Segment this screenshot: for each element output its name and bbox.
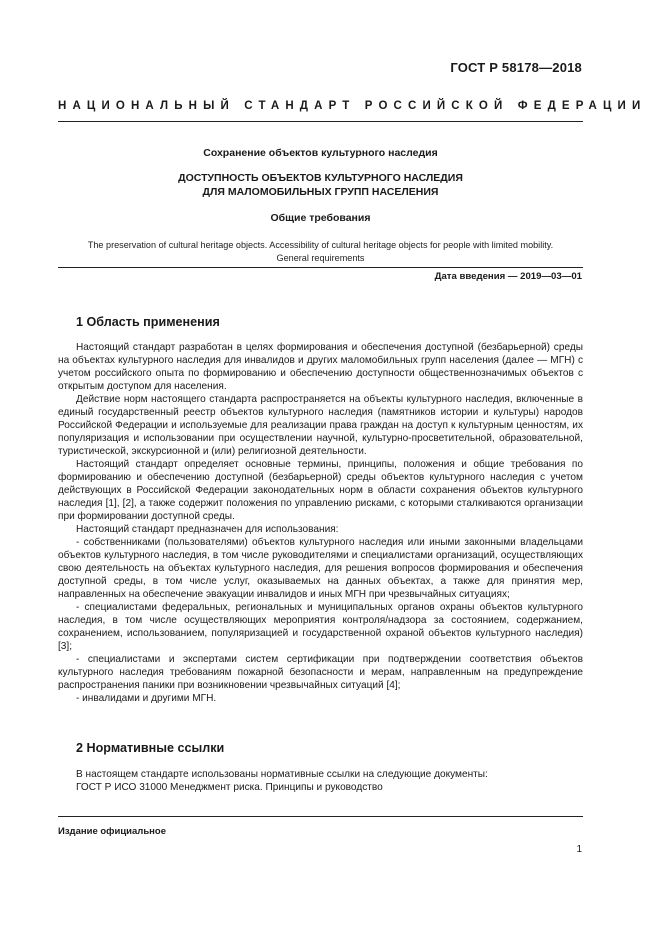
national-standard-banner: НАЦИОНАЛЬНЫЙ СТАНДАРТ РОССИЙСКОЙ ФЕДЕРАЦИИ	[58, 100, 647, 112]
section-2-paragraph: В настоящем стандарте использованы нормативные ссылки на следующие документы:	[76, 769, 488, 780]
official-edition-label: Издание официальное	[58, 826, 166, 837]
section-1-paragraph: Действие норм настоящего стандарта распространяется на объекты культурного наследия, включенные в единый государственный реестр объектов культурного наследия (памятников истории и культуры) народов Российской Федерации и используемые для реализации права граждан на доступ к культурным ценностям, их популяризация и использовании при осуществлении научной, культурно-просветительной, образовательной, туристической, экскурсионной и (или) религиозной деятельности.	[58, 394, 583, 457]
section-1-body	[58, 341, 583, 705]
section-1-list-item: - специалистами и экспертами систем сертификации при подтверждении соответствия объектов культурного наследия требованиям пожарной безопасности и мерам, направленным на предупреждение распространения паники при возникновении чрезвычайных ситуаций [4];	[58, 654, 583, 691]
section-1-paragraph: Настоящий стандарт определяет основные термины, принципы, положения и общие требования по формированию и обеспечению доступной (безбарьерной) среды объектов культурного наследия с учетом действующих в Российской Федерации законодательных норм в области сохранения объектов культурного наследия [1], [2], а также содержит положения по управлению рисками, с которыми сталкиваются организации при формировании доступной среды.	[58, 459, 583, 522]
section-2-body	[58, 768, 583, 794]
title-divider	[58, 267, 583, 268]
section-1-heading: 1 Область применения	[76, 315, 220, 329]
section-1-paragraph: Настоящий стандарт разработан в целях формирования и обеспечения доступной (безбарьерной) среды на объектах культурного наследия для инвалидов и других маломобильных групп населения (далее — МГН) с учетом российского опыта по формированию и обеспечению доступности общественнозначимых объектов с открытым доступом для населения.	[58, 342, 583, 392]
document-title	[58, 172, 583, 199]
english-title-line-2: General requirements	[276, 253, 365, 263]
document-subtitle: Сохранение объектов культурного наследия	[203, 147, 438, 159]
page-number: 1	[576, 844, 582, 855]
title-line-1: ДОСТУПНОСТЬ ОБЪЕКТОВ КУЛЬТУРНОГО НАСЛЕДИЯ	[178, 172, 463, 184]
section-1-list-item: - специалистами федеральных, региональных и муниципальных органов охраны объектов культурного наследия, в том числе осуществляющих мероприятия контроля/надзора за состоянием, содержанием, сохранением, использованием, популяризацией и государственной охраной объектов культурного наследия) [3];	[58, 602, 583, 652]
general-requirements-label: Общие требования	[270, 212, 371, 224]
english-title	[58, 239, 583, 265]
section-1-list-item: - инвалидами и другими МГН.	[76, 693, 217, 704]
section-2-reference: ГОСТ Р ИСО 31000 Менеджмент риска. Принципы и руководство	[76, 782, 383, 793]
introduction-date: Дата введения — 2019—03—01	[434, 271, 582, 282]
section-2-heading: 2 Нормативные ссылки	[76, 741, 225, 755]
section-1-paragraph: Настоящий стандарт предназначен для использования:	[76, 524, 339, 535]
footer-divider	[58, 816, 583, 817]
english-title-line-1: The preservation of cultural heritage objects. Accessibility of cultural heritage objects for people with limited mobility.	[87, 240, 554, 250]
header-divider	[58, 121, 583, 122]
section-1-list-item: - собственниками (пользователями) объектов культурного наследия или иными законными владельцами объектов культурного наследия, в том числе руководителями и специалистами организаций, осуществляющих свою деятельность на объектах культурного наследия, для решения вопросов формирования и обеспечения доступной среды, в том числе услуг, оказываемых на данных объектах, а также для принятия мер, направленных на обеспечение эвакуации инвалидов и иных МГН при чрезвычайных ситуациях;	[58, 537, 583, 600]
title-line-2: ДЛЯ МАЛОМОБИЛЬНЫХ ГРУПП НАСЕЛЕНИЯ	[202, 185, 439, 198]
document-code: ГОСТ Р 58178—2018	[450, 60, 582, 75]
